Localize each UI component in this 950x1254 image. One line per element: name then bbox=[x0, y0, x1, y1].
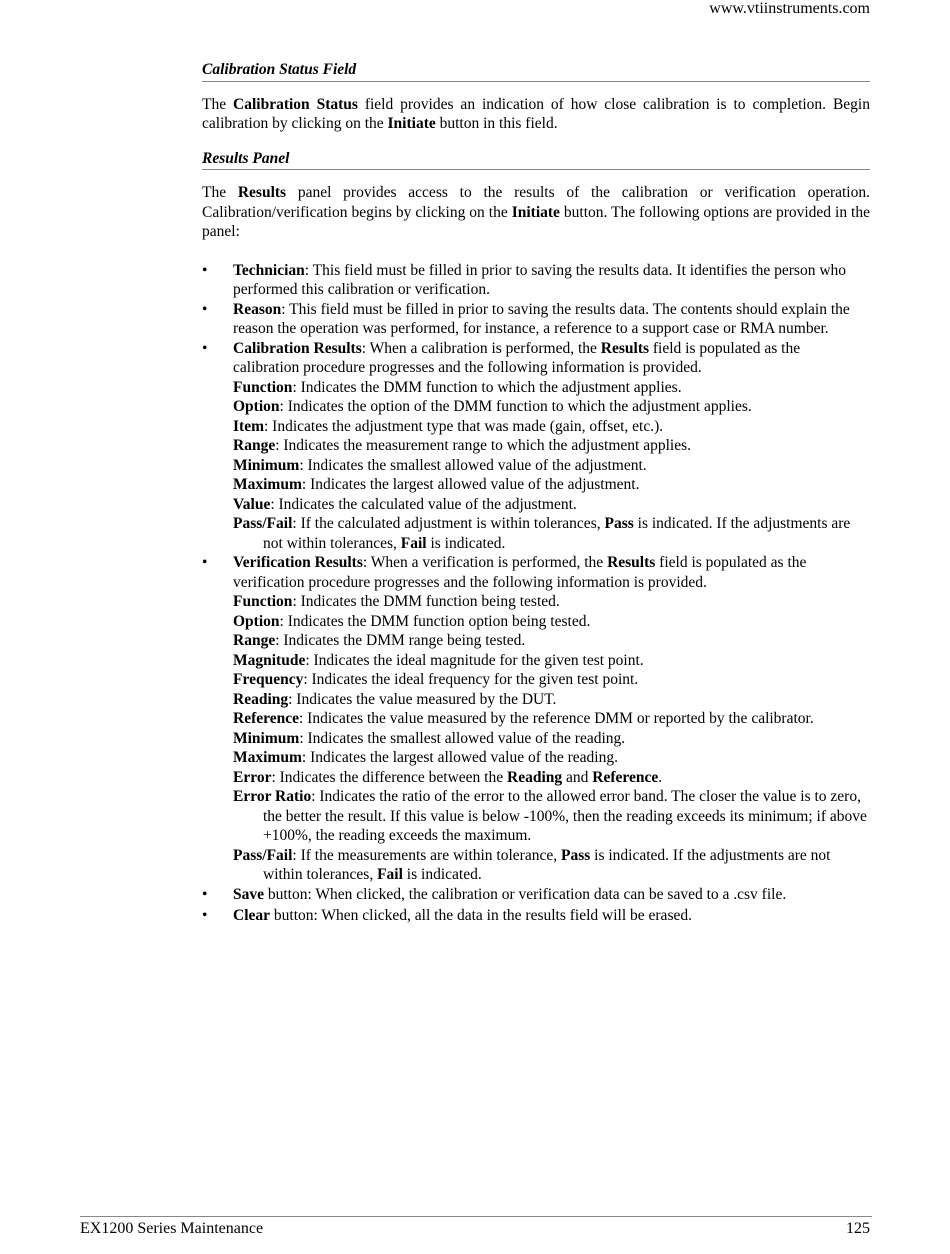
sub-item bbox=[233, 709, 870, 729]
sub-item bbox=[233, 417, 870, 437]
bullet-icon: • bbox=[202, 885, 208, 903]
options-list bbox=[202, 261, 870, 926]
text: button: When clicked, all the data in the results field will be erased. bbox=[270, 907, 692, 924]
bold-term: Calibration Results bbox=[233, 339, 362, 357]
text: is indicated. If the adjustments are not within tolerances, bbox=[263, 515, 851, 552]
bold-term: Pass/Fail bbox=[233, 515, 293, 532]
text: : Indicates the adjustment type that was made (gain, offset, etc.). bbox=[264, 417, 664, 435]
sub-item bbox=[233, 456, 870, 476]
text: is indicated. bbox=[426, 534, 506, 552]
text: : Indicates the calculated value of the adjustment. bbox=[270, 495, 577, 513]
bold-term: Error bbox=[233, 768, 272, 786]
sub-item bbox=[233, 612, 870, 632]
text: : This field must be filled in prior to saving the results data. It identifies the person who performed this calibration or verification. bbox=[233, 261, 847, 298]
sub-item bbox=[233, 651, 870, 671]
bold-term: Clear bbox=[233, 907, 271, 924]
results-panel-paragraph bbox=[202, 183, 870, 242]
sub-item bbox=[233, 378, 870, 398]
sub-item bbox=[233, 787, 870, 846]
list-item-calibration-results bbox=[202, 339, 870, 554]
bold-term: Reference bbox=[592, 768, 659, 786]
text: : Indicates the DMM function to which the adjustment applies. bbox=[292, 378, 682, 396]
bold-term: Minimum bbox=[233, 456, 300, 474]
bold-term: Option bbox=[233, 398, 280, 415]
text: : Indicates the largest allowed value of the reading. bbox=[301, 749, 618, 766]
bold-term: Fail bbox=[400, 534, 427, 552]
sub-item bbox=[233, 514, 870, 553]
text: and bbox=[562, 768, 593, 786]
bold-term: Item bbox=[233, 417, 264, 435]
text: The bbox=[202, 184, 238, 201]
bold-term: Function bbox=[233, 593, 293, 610]
sub-item bbox=[233, 397, 870, 417]
text: : Indicates the smallest allowed value of the adjustment. bbox=[299, 456, 647, 474]
text: is indicated. If the adjustments are not within tolerances, bbox=[263, 846, 831, 883]
bold-term: Maximum bbox=[233, 749, 302, 766]
sub-item bbox=[233, 768, 870, 788]
bold-term: Error Ratio bbox=[233, 788, 312, 805]
bullet-icon: • bbox=[202, 907, 208, 924]
bold-term: Calibration Status bbox=[233, 95, 358, 113]
list-item-clear bbox=[202, 906, 870, 926]
bold-term: Verification Results bbox=[233, 554, 363, 571]
text: : Indicates the DMM function option being tested. bbox=[279, 612, 591, 630]
list-item-reason bbox=[202, 300, 870, 339]
header-url: www.vtiinstruments.com bbox=[709, 0, 870, 17]
bold-term: Reference bbox=[233, 710, 299, 727]
bold-term: Initiate bbox=[387, 115, 436, 132]
bullet-icon: • bbox=[202, 300, 208, 318]
bold-term: Technician bbox=[233, 261, 305, 279]
text: : When a calibration is performed, the bbox=[361, 339, 601, 357]
calibration-status-paragraph bbox=[202, 95, 870, 134]
text: is indicated. bbox=[402, 866, 482, 883]
list-item-verification-results bbox=[202, 553, 870, 885]
bold-term: Function bbox=[233, 378, 293, 396]
bullet-icon: • bbox=[202, 554, 208, 571]
text: field provides an indication of how close calibration is to completion. Begin calibration by clicking on the bbox=[202, 95, 870, 132]
bold-term: Pass bbox=[604, 515, 634, 532]
bold-term: Value bbox=[233, 495, 271, 513]
sub-item bbox=[233, 495, 870, 515]
text: . bbox=[658, 768, 663, 786]
text: : This field must be filled in prior to saving the results data. The contents should explain the reason the operation was performed, for instance, a reference to a support case or RMA number. bbox=[233, 300, 850, 337]
text: The bbox=[202, 95, 234, 113]
text: : Indicates the ratio of the error to the allowed error band. The closer the value is to zero, the better the result. If this value is below -100%, then the reading exceeds its minimum; if above +100%, the reading exceeds the maximum. bbox=[263, 788, 867, 844]
text: panel provides access to the results of the calibration or verification operation. Calibration/verification begins by clicking on the bbox=[202, 184, 870, 221]
bold-term: Fail bbox=[377, 866, 403, 883]
bold-term: Pass/Fail bbox=[233, 846, 293, 864]
bold-term: Pass bbox=[560, 846, 591, 864]
text: : Indicates the value measured by the DUT. bbox=[288, 690, 557, 708]
bullet-icon: • bbox=[202, 261, 208, 279]
text: : Indicates the ideal magnitude for the given test point. bbox=[305, 651, 644, 669]
section-title-results-panel: Results Panel bbox=[202, 149, 870, 171]
bold-term: Results bbox=[237, 184, 287, 201]
footer-title: EX1200 Series Maintenance bbox=[80, 1220, 264, 1237]
sub-item bbox=[233, 670, 870, 690]
page-content bbox=[202, 60, 870, 926]
bold-term: Save bbox=[233, 885, 264, 903]
bold-term: Frequency bbox=[233, 671, 304, 688]
text: : Indicates the smallest allowed value of the reading. bbox=[299, 729, 626, 747]
section-title-calibration-status: Calibration Status Field bbox=[202, 60, 870, 82]
text: : Indicates the largest allowed value of the adjustment. bbox=[301, 476, 640, 493]
bold-term: Results bbox=[600, 339, 650, 357]
sub-item bbox=[233, 592, 870, 612]
page-number: 125 bbox=[846, 1220, 870, 1237]
bold-term: Reason bbox=[233, 300, 282, 318]
text: : If the measurements are within tolerance, bbox=[292, 846, 561, 864]
sub-item bbox=[233, 475, 870, 495]
bold-term: Reading bbox=[507, 768, 563, 786]
bold-term: Option bbox=[233, 612, 280, 630]
text: : If the calculated adjustment is within tolerances, bbox=[292, 515, 605, 532]
text: field is populated as the verification procedure progresses and the following information is provided. bbox=[233, 554, 807, 591]
bold-term: Minimum bbox=[233, 729, 300, 747]
text: : Indicates the value measured by the reference DMM or reported by the calibrator. bbox=[298, 710, 814, 727]
text: field is populated as the calibration procedure progresses and the following information is provided. bbox=[233, 339, 801, 376]
sub-item bbox=[233, 631, 870, 651]
text: button: When clicked, the calibration or verification data can be saved to a .csv file. bbox=[264, 885, 787, 903]
sub-item bbox=[233, 729, 870, 749]
text: button. The following options are provided in the panel: bbox=[202, 203, 870, 240]
text: : Indicates the measurement range to which the adjustment applies. bbox=[275, 437, 691, 454]
text: : When a verification is performed, the bbox=[362, 554, 608, 571]
text: : Indicates the option of the DMM function to which the adjustment applies. bbox=[279, 398, 752, 415]
sub-item bbox=[233, 748, 870, 768]
text: : Indicates the ideal frequency for the given test point. bbox=[303, 671, 639, 688]
bold-term: Results bbox=[607, 554, 656, 571]
bold-term: Range bbox=[233, 632, 276, 649]
sub-item bbox=[233, 690, 870, 710]
text: : Indicates the DMM range being tested. bbox=[275, 632, 526, 649]
sub-item bbox=[233, 846, 870, 885]
bullet-icon: • bbox=[202, 339, 208, 357]
bold-term: Maximum bbox=[233, 476, 302, 493]
list-item-save bbox=[202, 885, 870, 905]
bold-term: Magnitude bbox=[233, 651, 306, 669]
sub-item bbox=[233, 436, 870, 456]
list-item-technician bbox=[202, 261, 870, 300]
footer-divider bbox=[80, 1216, 872, 1217]
bold-term: Initiate bbox=[511, 203, 560, 221]
bold-term: Reading bbox=[233, 690, 289, 708]
bold-term: Range bbox=[233, 437, 276, 454]
text: : Indicates the difference between the bbox=[271, 768, 507, 786]
text: : Indicates the DMM function being tested. bbox=[292, 593, 560, 610]
text: button in this field. bbox=[435, 115, 558, 132]
